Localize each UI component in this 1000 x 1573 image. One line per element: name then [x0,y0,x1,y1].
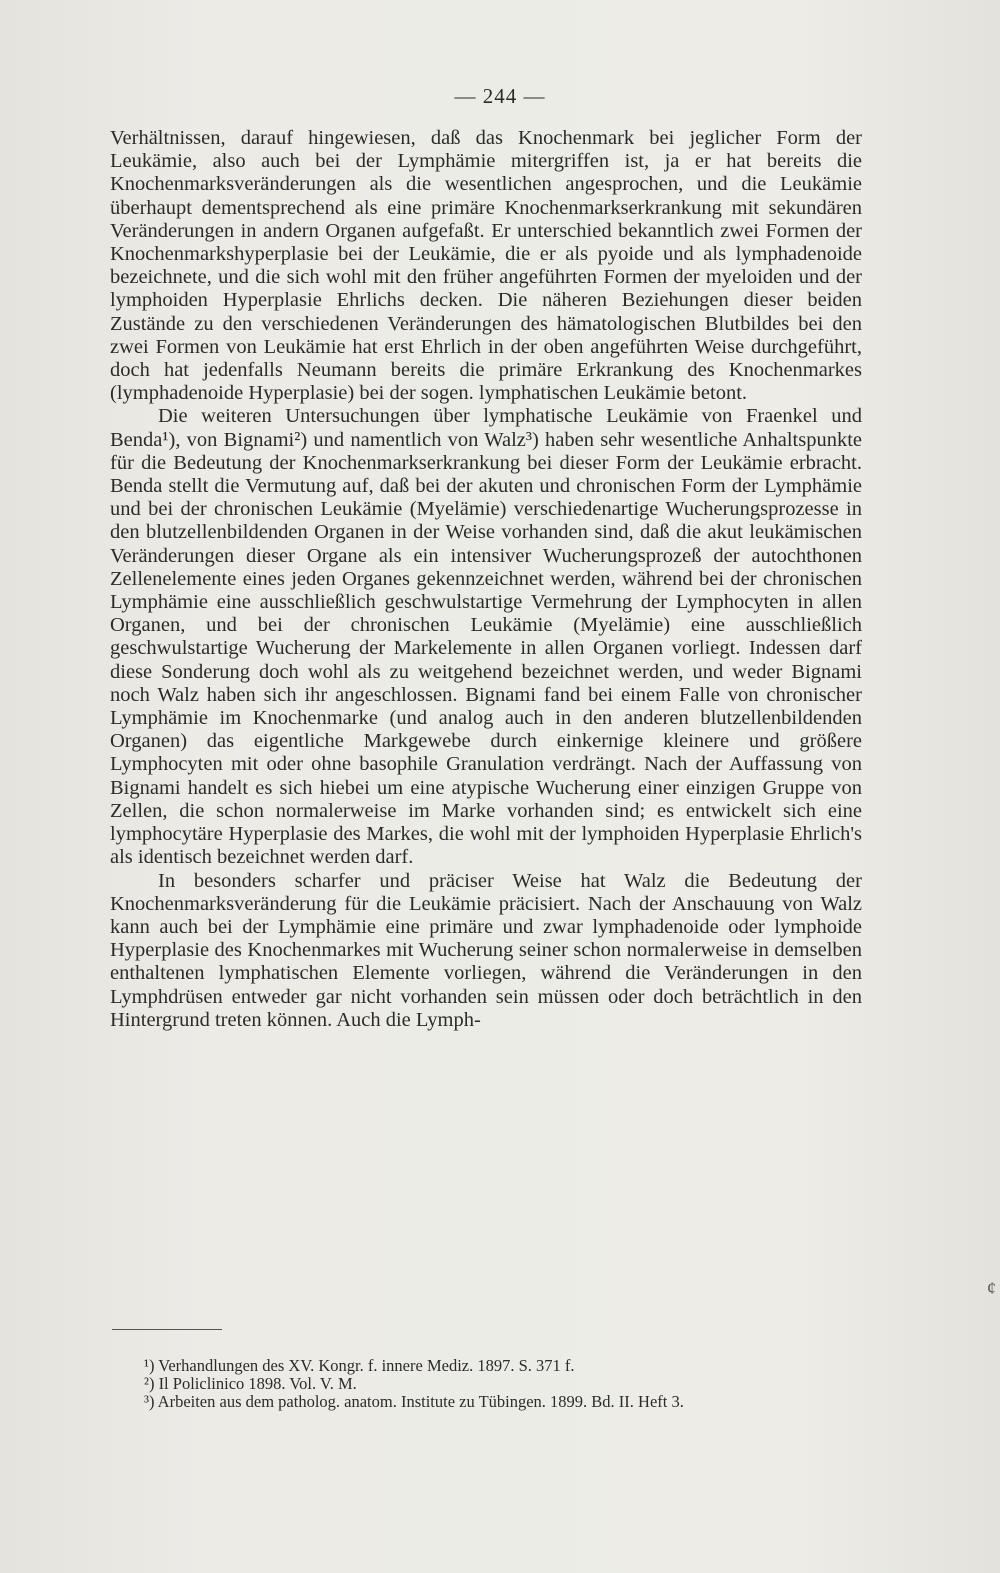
footnote-2: ²) Il Policlinico 1898. Vol. V. M. [144,1374,357,1393]
paragraph-3: In besonders scharfer und präciser Weise hat Walz die Bedeutung der Knochenmarksveränderung für die Leukämie präcisiert. Nach der Anschauung von Walz kann auch bei der Lymphämie eine primäre und zwar lymphadenoide oder lymphoide Hyperplasie des Knochenmarkes mit Wucherung seiner schon normalerweise in demselben enthaltenen lymphatischen Elemente vorliegen, während die Veränderungen in den Lymphdrüsen entweder gar nicht vorhanden sein müssen oder doch beträchtlich in den Hintergrund treten können. Auch die Lymph- [110,869,862,1031]
paragraph-2: Die weiteren Untersuchungen über lymphatische Leukämie von Fraenkel und Benda¹), von Bignami²) und namentlich von Walz³) haben sehr wesentliche Anhaltspunkte für die Bedeutung der Knochenmarkserkrankung bei dieser Form der Leukämie erbracht. Benda stellt die Vermutung auf, daß bei der akuten und chronischen Form der Lymphämie und bei der chronischen Leukämie (Myelämie) verschiedenartige Wucherungsprozesse in den blutzellenbildenden Organen in der Weise vorhanden sind, daß die akut leukämischen Veränderungen dieser Organe als ein intensiver Wucherungsprozeß der autochthonen Zellenelemente eines jeden Organes gekennzeichnet werden, während bei der chronischen Lymphämie eine ausschließlich geschwulstartige Vermehrung der Lymphocyten in allen Organen, und bei der chronischen Leukämie (Myelämie) eine ausschließlich geschwulstartige Wucherung der Markelemente in allen Organen vorliegt. Indessen darf diese Sonderung doch wohl als zu weitgehend bezeichnet werden, und weder Bignami noch Walz haben sich ihr angeschlossen. Bignami fand bei einem Falle von chronischer Lymphämie im Knochenmarke (und analog auch in den anderen blutzellenbildenden Organen) das eigentliche Markgewebe durch einkernige kleinere und größere Lymphocyten mit oder ohne basophile Granulation verdrängt. Nach der Auffassung von Bignami handelt es sich hiebei um eine atypische Wucherung einer einzigen Gruppe von Zellen, die schon normalerweise im Marke vorhanden sind; es entwickelt sich eine lymphocytäre Hyperplasie des Markes, die wohl mit der lymphoiden Hyperplasie Ehrlich's als identisch bezeichnet werden darf. [110,405,862,869]
page-edge-mark: ¢ [987,1278,996,1298]
paragraph-1: Verhältnissen, darauf hingewiesen, daß das Knochenmark bei jeglicher Form der Leukämie, also auch bei der Lymphämie mitergriffen ist, ja er hat bereits die Knochenmarksveränderungen als die wesentlichen angesprochen, und die Leukämie überhaupt dementsprechend als eine primäre Knochenmarkserkrankung mit sekundären Veränderungen in andern Organen aufgefaßt. Er unterschied bekanntlich zwei Formen der Knochenmarkshyperplasie bei der Leukämie, die er als pyoide und als lymphadenoide bezeichnete, und die sich wohl mit den früher angeführten Formen der myeloiden und der lymphoiden Hyperplasie Ehrlichs decken. Die näheren Beziehungen dieser beiden Zustände zu den verschiedenen Veränderungen des hämatologischen Blutbildes bei den zwei Formen von Leukämie hat erst Ehrlich in der oben angeführten Weise durchgeführt, doch hat jedenfalls Neumann bereits die primäre Erkrankung des Knochenmarkes (lymphadenoide Hyperplasie) bei der sogen. lymphatischen Leukämie betont. [110,127,862,405]
page-number: — 244 — [454,84,546,108]
footnote-3: ³) Arbeiten aus dem patholog. anatom. Institute zu Tübingen. 1899. Bd. II. Heft 3. [144,1392,684,1411]
footnote-divider [112,1329,222,1330]
body-text [110,127,862,1032]
footnote-1: ¹) Verhandlungen des XV. Kongr. f. innere Mediz. 1897. S. 371 f. [144,1356,575,1375]
footnotes [110,1357,862,1411]
